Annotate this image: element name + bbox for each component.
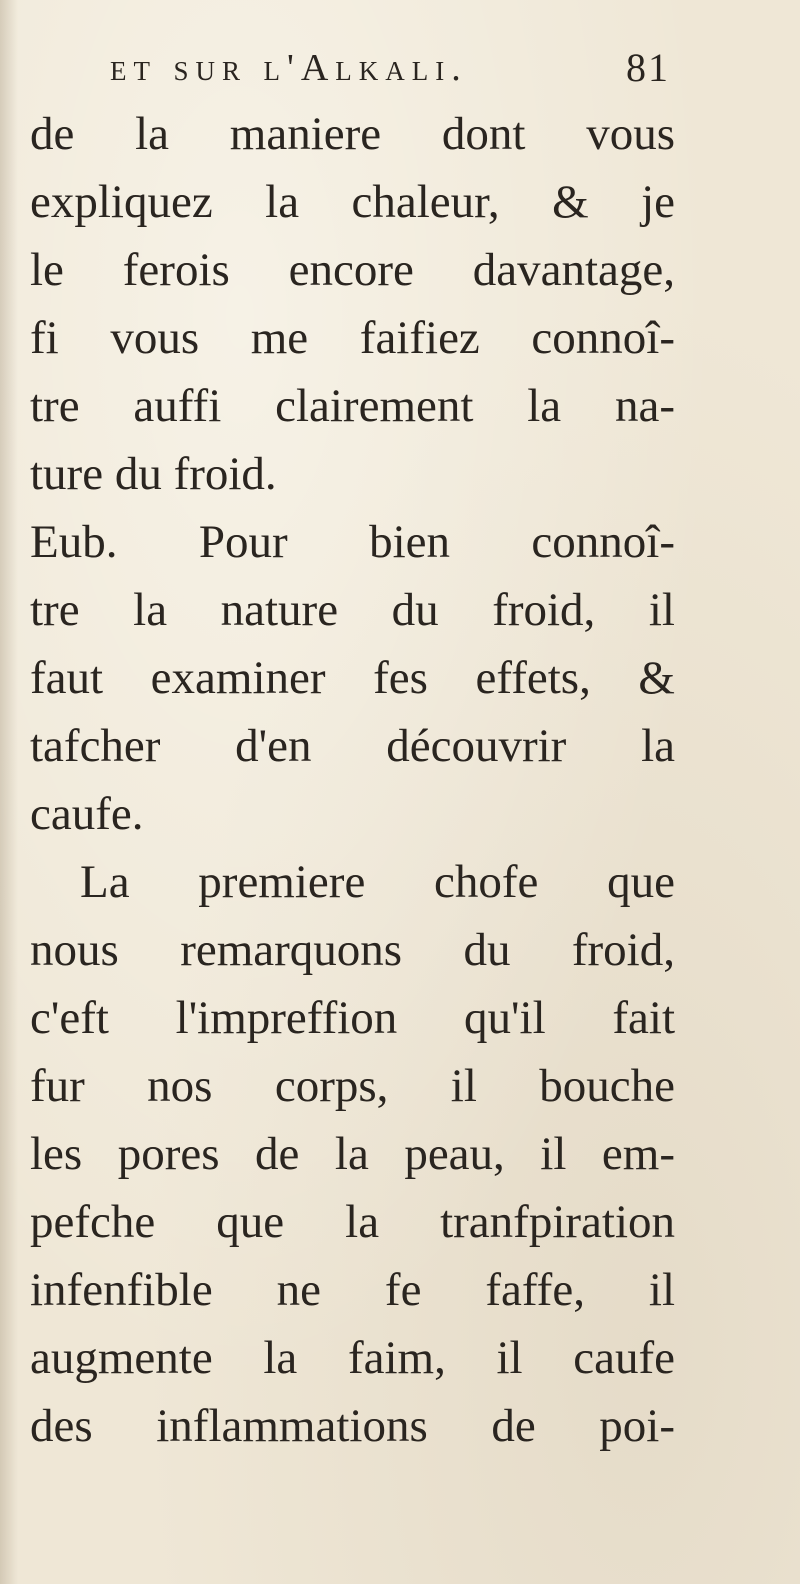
text-line: c'eft l'impreffion qu'il fait [30, 992, 675, 1044]
running-title: et sur l'Alkali. [110, 47, 468, 89]
text-line: caufe. [30, 788, 144, 840]
text-line: nous remarquons du froid, [30, 924, 675, 976]
body-text [30, 100, 675, 1460]
text-line: le ferois encore davantage, [30, 244, 675, 296]
text-line: fur nos corps, il bouche [30, 1060, 675, 1112]
text-line: fi vous me faifiez connoî- [30, 312, 675, 364]
text-line: les pores de la peau, il em- [30, 1128, 675, 1180]
text-line: des inflammations de poi- [30, 1400, 675, 1452]
text-line: ture du froid. [30, 448, 277, 500]
text-line: Eub. Pour bien connoî- [30, 516, 675, 568]
text-line: tre la nature du froid, il [30, 584, 675, 636]
page-number: 81 [626, 45, 670, 90]
text-line: faut examiner fes effets, & [30, 652, 675, 704]
text-line: de la maniere dont vous [30, 108, 675, 160]
text-line: La premiere chofe que [80, 856, 675, 908]
running-head [110, 40, 670, 100]
text-line: pefche que la tranfpiration [30, 1196, 675, 1248]
text-line: tafcher d'en découvrir la [30, 720, 675, 772]
gutter-shadow [0, 0, 18, 1584]
text-line: augmente la faim, il caufe [30, 1332, 675, 1384]
text-line: tre auffi clairement la na- [30, 380, 675, 432]
text-line: expliquez la chaleur, & je [30, 176, 675, 228]
text-line: infenfible ne fe faffe, il [30, 1264, 675, 1316]
